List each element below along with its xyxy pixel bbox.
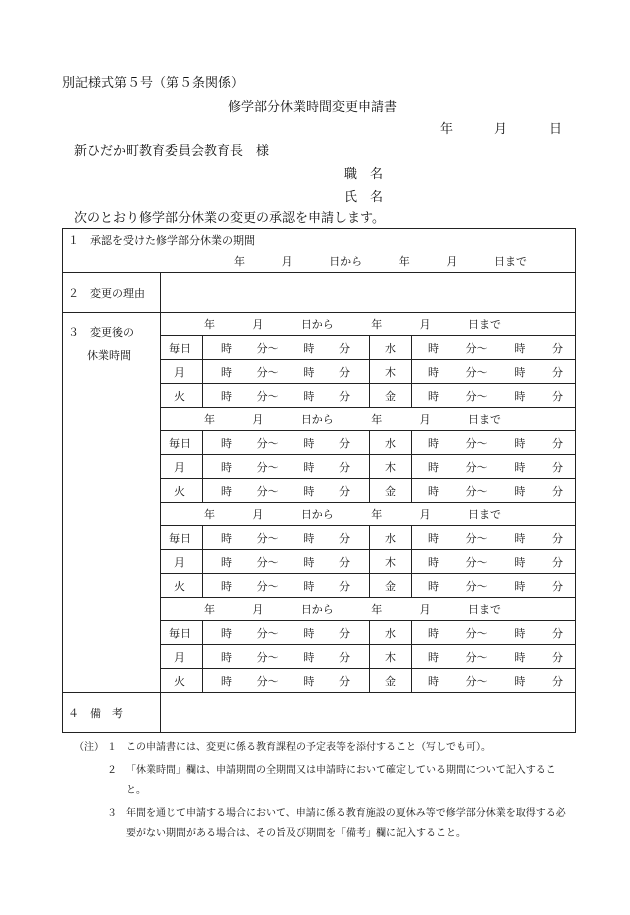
hour-label: 時 — [303, 389, 315, 403]
hour-label: 時 — [303, 579, 315, 593]
hour-label: 時 — [428, 674, 439, 688]
hour-label: 時 — [514, 555, 526, 569]
time-cell[interactable] — [412, 645, 576, 669]
hour-label: 時 — [428, 389, 439, 403]
section3-label — [63, 313, 161, 693]
hour-label: 時 — [303, 674, 315, 688]
minute-from-label: 分～ — [465, 626, 488, 640]
minute-from-label: 分～ — [256, 484, 279, 498]
hour-label: 時 — [221, 650, 232, 664]
date-year-label: 年 — [440, 122, 454, 137]
hour-label: 時 — [221, 531, 232, 545]
day-label: 毎日 — [161, 336, 203, 360]
notes-section — [62, 738, 575, 844]
section3-label-line1: ３ 変更後の — [68, 326, 134, 339]
period-month: 月 — [281, 255, 293, 269]
time-cell[interactable] — [412, 479, 576, 503]
minute-label: 分 — [338, 650, 350, 664]
hour-label: 時 — [428, 555, 439, 569]
minute-label: 分 — [338, 626, 350, 640]
time-cell[interactable] — [203, 360, 370, 384]
period-month: 月 — [252, 318, 264, 331]
hour-label: 時 — [428, 460, 439, 474]
period-year: 年 — [371, 603, 383, 616]
time-cell[interactable] — [412, 574, 576, 598]
period-year: 年 — [204, 603, 215, 616]
minute-from-label: 分～ — [465, 341, 488, 355]
time-cell[interactable] — [412, 431, 576, 455]
notes-label: （注） — [74, 742, 104, 753]
time-cell[interactable] — [412, 336, 576, 360]
reason-field[interactable] — [161, 273, 576, 313]
hour-label: 時 — [514, 579, 526, 593]
hour-label: 時 — [514, 341, 526, 355]
hour-label: 時 — [428, 484, 439, 498]
form-reference: 別記様式第５号（第５条関係） — [62, 76, 245, 91]
note-number: １ — [107, 742, 117, 753]
minute-label: 分 — [552, 389, 564, 403]
section4-label: ４ 備 考 — [63, 693, 161, 733]
day-label: 木 — [370, 455, 412, 479]
minute-from-label: 分～ — [465, 674, 488, 688]
application-table — [62, 228, 576, 733]
hour-label: 時 — [221, 341, 232, 355]
hour-label: 時 — [221, 389, 232, 403]
day-label: 月 — [161, 455, 203, 479]
hour-label: 時 — [221, 674, 232, 688]
day-label: 水 — [370, 621, 412, 645]
day-label: 火 — [161, 384, 203, 408]
day-label: 毎日 — [161, 621, 203, 645]
minute-label: 分 — [338, 341, 350, 355]
minute-label: 分 — [552, 341, 564, 355]
remarks-field[interactable] — [161, 693, 576, 733]
time-cell[interactable] — [412, 621, 576, 645]
period-month: 月 — [252, 603, 264, 616]
period-day-to: 日まで — [468, 508, 502, 521]
hour-label: 時 — [303, 436, 315, 450]
section3-label-line2: 休業時間 — [87, 349, 131, 362]
minute-label: 分 — [552, 674, 564, 688]
day-label: 木 — [370, 550, 412, 574]
period-year: 年 — [371, 318, 383, 331]
note-item — [62, 804, 575, 844]
hour-label: 時 — [514, 436, 526, 450]
minute-label: 分 — [338, 484, 350, 498]
hour-label: 時 — [514, 531, 526, 545]
hour-label: 時 — [221, 484, 232, 498]
day-label: 金 — [370, 669, 412, 693]
minute-from-label: 分～ — [256, 626, 279, 640]
hour-label: 時 — [303, 365, 315, 379]
day-label: 木 — [370, 360, 412, 384]
minute-from-label: 分～ — [256, 555, 279, 569]
period-month: 月 — [419, 508, 431, 521]
hour-label: 時 — [514, 365, 526, 379]
note-number: ３ — [107, 808, 117, 819]
minute-label: 分 — [338, 531, 350, 545]
minute-from-label: 分～ — [256, 531, 279, 545]
block1-period — [161, 313, 576, 336]
minute-label: 分 — [552, 579, 564, 593]
period-day-to: 日まで — [493, 255, 527, 269]
minute-from-label: 分～ — [256, 389, 279, 403]
period-month: 月 — [446, 255, 458, 269]
period-year: 年 — [234, 255, 245, 269]
block2-period — [161, 408, 576, 431]
period-day-from: 日から — [329, 255, 363, 269]
minute-from-label: 分～ — [256, 650, 279, 664]
time-cell[interactable] — [203, 336, 370, 360]
hour-label: 時 — [428, 341, 439, 355]
day-label: 木 — [370, 645, 412, 669]
minute-from-label: 分～ — [465, 484, 488, 498]
date-month-label: 月 — [494, 122, 508, 137]
period-year: 年 — [371, 413, 383, 426]
hour-label: 時 — [303, 484, 315, 498]
note-item — [62, 761, 575, 801]
time-cell[interactable] — [412, 455, 576, 479]
period-day-from: 日から — [300, 318, 334, 331]
hour-label: 時 — [303, 341, 315, 355]
day-label: 金 — [370, 574, 412, 598]
minute-from-label: 分～ — [465, 460, 488, 474]
time-cell[interactable] — [203, 384, 370, 408]
period-month: 月 — [419, 318, 431, 331]
minute-label: 分 — [552, 460, 564, 474]
day-label: 水 — [370, 431, 412, 455]
time-cell[interactable] — [203, 574, 370, 598]
minute-from-label: 分～ — [256, 674, 279, 688]
minute-from-label: 分～ — [465, 531, 488, 545]
minute-from-label: 分～ — [256, 579, 279, 593]
block4-period — [161, 598, 576, 621]
minute-from-label: 分～ — [465, 579, 488, 593]
hour-label: 時 — [428, 579, 439, 593]
day-label: 月 — [161, 360, 203, 384]
note-text: 「休業時間」欄は、申請期間の全期間又は申請時において確定している期間について記入すること。 — [126, 765, 556, 796]
time-cell[interactable] — [412, 526, 576, 550]
minute-from-label: 分～ — [465, 365, 488, 379]
hour-label: 時 — [514, 484, 526, 498]
hour-label: 時 — [303, 531, 315, 545]
intro-text: 次のとおり修学部分休業の変更の承認を申請します。 — [74, 211, 385, 226]
time-cell[interactable] — [203, 479, 370, 503]
addressee: 新ひだか町教育委員会教育長 様 — [74, 144, 270, 159]
page-title: 修学部分休業時間変更申請書 — [228, 100, 398, 115]
section1-period — [63, 251, 576, 273]
period-year: 年 — [204, 413, 215, 426]
minute-from-label: 分～ — [256, 460, 279, 474]
hour-label: 時 — [221, 626, 232, 640]
day-label: 金 — [370, 479, 412, 503]
time-cell[interactable] — [203, 526, 370, 550]
minute-label: 分 — [338, 555, 350, 569]
period-month: 月 — [419, 413, 431, 426]
period-month: 月 — [252, 413, 264, 426]
hour-label: 時 — [428, 365, 439, 379]
date-day-label: 日 — [549, 122, 563, 137]
name-label: 氏 名 — [344, 190, 384, 205]
time-cell[interactable] — [203, 645, 370, 669]
hour-label: 時 — [303, 650, 315, 664]
minute-from-label: 分～ — [256, 365, 279, 379]
hour-label: 時 — [303, 555, 315, 569]
period-day-from: 日から — [300, 603, 334, 616]
period-year: 年 — [371, 508, 383, 521]
period-month: 月 — [252, 508, 264, 521]
day-label: 火 — [161, 479, 203, 503]
time-cell[interactable] — [203, 669, 370, 693]
day-label: 火 — [161, 669, 203, 693]
day-label: 金 — [370, 384, 412, 408]
minute-label: 分 — [338, 674, 350, 688]
day-label: 水 — [370, 336, 412, 360]
period-year: 年 — [204, 508, 215, 521]
note-item — [62, 738, 575, 758]
section1-label: １ 承認を受けた修学部分休業の期間 — [63, 229, 576, 251]
minute-label: 分 — [338, 365, 350, 379]
day-label: 月 — [161, 645, 203, 669]
time-cell[interactable] — [412, 384, 576, 408]
hour-label: 時 — [428, 626, 439, 640]
minute-from-label: 分～ — [465, 436, 488, 450]
time-cell[interactable] — [203, 455, 370, 479]
minute-label: 分 — [338, 579, 350, 593]
hour-label: 時 — [514, 389, 526, 403]
time-cell[interactable] — [412, 550, 576, 574]
hour-label: 時 — [514, 626, 526, 640]
minute-from-label: 分～ — [465, 650, 488, 664]
minute-label: 分 — [552, 531, 564, 545]
minute-from-label: 分～ — [256, 436, 279, 450]
hour-label: 時 — [221, 555, 232, 569]
minute-label: 分 — [338, 436, 350, 450]
hour-label: 時 — [514, 650, 526, 664]
period-day-to: 日まで — [468, 318, 502, 331]
minute-label: 分 — [552, 484, 564, 498]
note-text: この申請書には、変更に係る教育課程の予定表等を添付すること（写しでも可）。 — [126, 742, 491, 753]
minute-label: 分 — [338, 460, 350, 474]
day-label: 火 — [161, 574, 203, 598]
period-day-from: 日から — [300, 413, 334, 426]
hour-label: 時 — [303, 626, 315, 640]
hour-label: 時 — [514, 460, 526, 474]
minute-label: 分 — [552, 626, 564, 640]
hour-label: 時 — [221, 365, 232, 379]
hour-label: 時 — [221, 460, 232, 474]
hour-label: 時 — [428, 650, 439, 664]
minute-from-label: 分～ — [465, 555, 488, 569]
period-year: 年 — [204, 318, 215, 331]
minute-label: 分 — [552, 436, 564, 450]
minute-label: 分 — [552, 650, 564, 664]
day-label: 水 — [370, 526, 412, 550]
minute-label: 分 — [552, 555, 564, 569]
minute-label: 分 — [338, 389, 350, 403]
section2-label: ２ 変更の理由 — [63, 273, 161, 313]
minute-label: 分 — [552, 365, 564, 379]
period-day-to: 日まで — [468, 603, 502, 616]
hour-label: 時 — [303, 460, 315, 474]
hour-label: 時 — [221, 436, 232, 450]
time-cell[interactable] — [203, 550, 370, 574]
period-year: 年 — [398, 255, 410, 269]
period-day-from: 日から — [300, 508, 334, 521]
position-label: 職 名 — [344, 167, 384, 182]
day-label: 毎日 — [161, 431, 203, 455]
hour-label: 時 — [514, 674, 526, 688]
day-label: 月 — [161, 550, 203, 574]
minute-from-label: 分～ — [256, 341, 279, 355]
hour-label: 時 — [428, 436, 439, 450]
period-month: 月 — [419, 603, 431, 616]
time-cell[interactable] — [412, 669, 576, 693]
time-cell[interactable] — [203, 621, 370, 645]
time-cell[interactable] — [203, 431, 370, 455]
note-text: 年間を通じて申請する場合において、申請に係る教育施設の夏休み等で修学部分休業を取得する必要がない期間がある場合は、その旨及び期間を「備考」欄に記入すること。 — [126, 808, 566, 839]
minute-from-label: 分～ — [465, 389, 488, 403]
hour-label: 時 — [221, 579, 232, 593]
day-label: 毎日 — [161, 526, 203, 550]
period-day-to: 日まで — [468, 413, 502, 426]
note-number: ２ — [107, 765, 117, 776]
time-cell[interactable] — [412, 360, 576, 384]
hour-label: 時 — [428, 531, 439, 545]
block3-period — [161, 503, 576, 526]
